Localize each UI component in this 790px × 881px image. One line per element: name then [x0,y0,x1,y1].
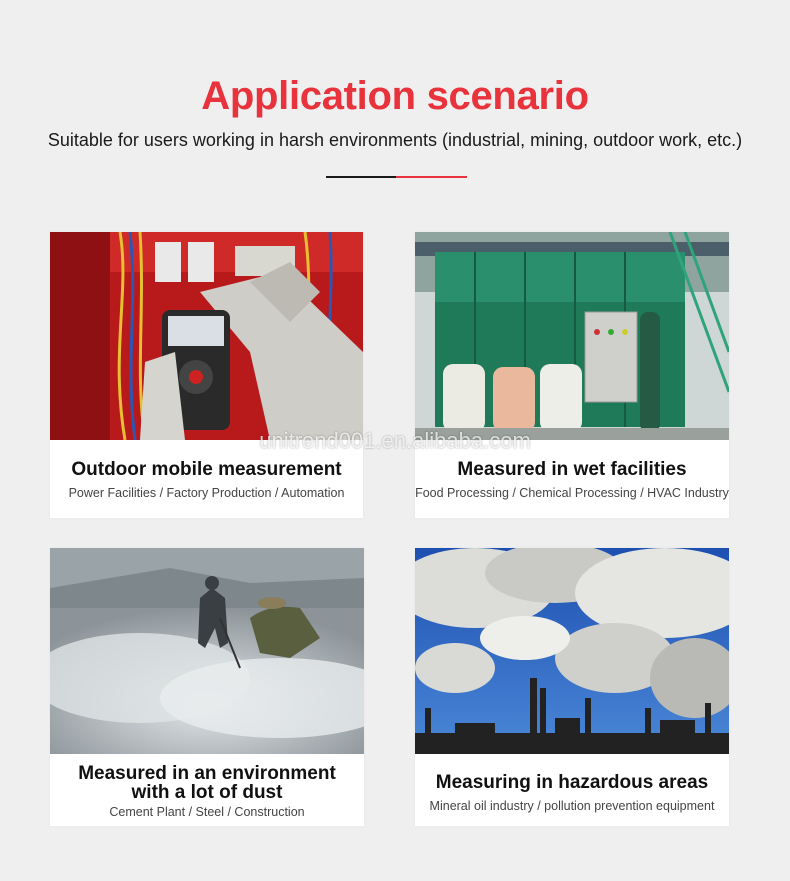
divider-black [326,176,396,178]
card-heading-line2: with a lot of dust [131,782,283,803]
watermark-text: unitrend001.en.alibaba.com [259,428,531,453]
card-description: Cement Plant / Steel / Construction [109,805,305,819]
scenario-card-outdoor [50,232,363,518]
card-heading-line1: Measured in an environment [78,763,336,784]
card-heading: Outdoor mobile measurement [71,459,342,480]
photo-smoke-stacks [415,548,729,754]
card-heading: Measuring in hazardous areas [435,772,709,793]
photo-water-treatment [415,232,729,440]
page-subtitle: Suitable for users working in harsh environments (industrial, mining, outdoor work, etc.) [47,130,743,150]
card-heading: Measured in wet facilities [457,459,687,480]
scenario-card-wet [415,232,729,518]
card-description: Food Processing / Chemical Processing / HVAC Industry [415,486,729,500]
card-description: Power Facilities / Factory Production / Automation [68,486,345,500]
photo-multimeter-cabinet [50,232,363,440]
scenario-card-dust [50,548,364,826]
divider-red [396,176,467,178]
photo-dusty-workers [50,548,364,754]
scenario-card-hazardous [415,548,729,826]
card-description: Mineral oil industry / pollution prevention equipment [429,799,715,813]
page-title: Application scenario [201,74,589,118]
